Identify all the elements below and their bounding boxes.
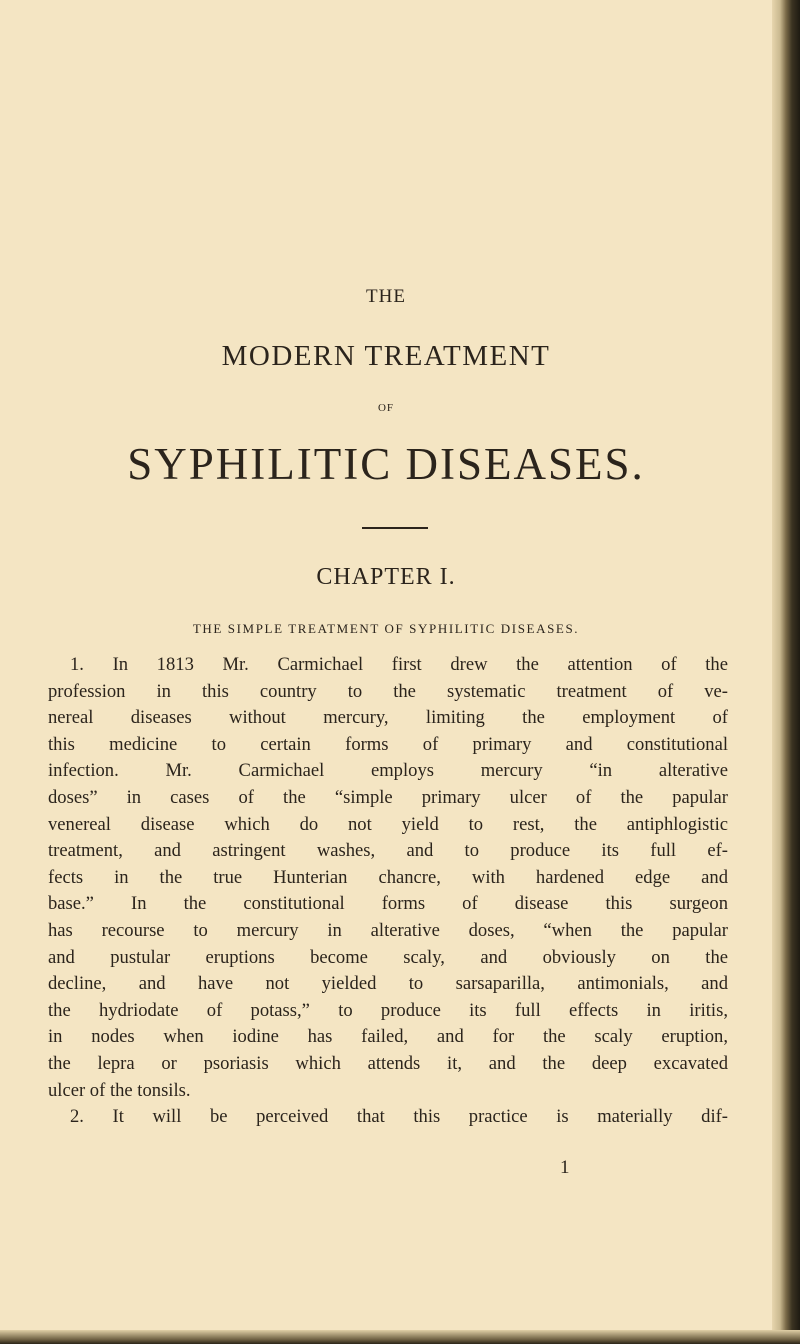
text-line: the lepra or psoriasis which attends it, and the deep excavated — [48, 1052, 728, 1074]
title-of: OF — [377, 402, 395, 414]
text-line: doses” in cases of the “simple primary ulcer of the papular — [48, 786, 728, 808]
text-line: nereal diseases without mercury, limiting the employment of — [48, 707, 728, 729]
text-line: profession in this country to the systematic treatment of ve- — [48, 680, 728, 702]
chapter-subtitle: THE SIMPLE TREATMENT OF SYPHILITIC DISEASES. — [192, 621, 580, 636]
title-subject: SYPHILITIC DISEASES. — [127, 439, 645, 489]
title-main: MODERN TREATMENT — [221, 340, 551, 372]
page-edge-shadow — [772, 0, 800, 1344]
text-line: the hydriodate of potass,” to produce its full effects in iritis, — [48, 999, 728, 1021]
text-line: base.” In the constitutional forms of disease this surgeon — [48, 893, 728, 915]
text-line: decline, and have not yielded to sarsaparilla, antimonials, and — [48, 973, 728, 995]
text-line: this medicine to certain forms of primary and constitutional — [48, 733, 728, 755]
text-line: 1. In 1813 Mr. Carmichael first drew the attention of the — [70, 654, 728, 675]
text-line: ulcer of the tonsils. — [48, 1079, 191, 1101]
page-number: 1 — [560, 1157, 570, 1178]
text-line: venereal disease which do not yield to rest, the antiphlogistic — [48, 813, 728, 835]
body-text — [48, 652, 728, 1131]
page-bottom-edge — [0, 1330, 800, 1344]
text-line: in nodes when iodine has failed, and for the scaly eruption, — [48, 1026, 728, 1048]
title-the: THE — [366, 286, 406, 307]
text-line: fects in the true Hunterian chancre, with hardened edge and — [48, 866, 728, 888]
title-divider — [362, 527, 428, 529]
text-line: 2. It will be perceived that this practice is materially dif- — [70, 1106, 728, 1128]
text-line: infection. Mr. Carmichael employs mercury “in alterative — [48, 760, 728, 782]
text-line: treatment, and astringent washes, and to produce its full ef- — [48, 840, 728, 862]
text-line: and pustular eruptions become scaly, and obviously on the — [48, 946, 728, 968]
text-line: has recourse to mercury in alterative doses, “when the papular — [48, 919, 728, 941]
chapter-heading: CHAPTER I. — [316, 564, 456, 590]
